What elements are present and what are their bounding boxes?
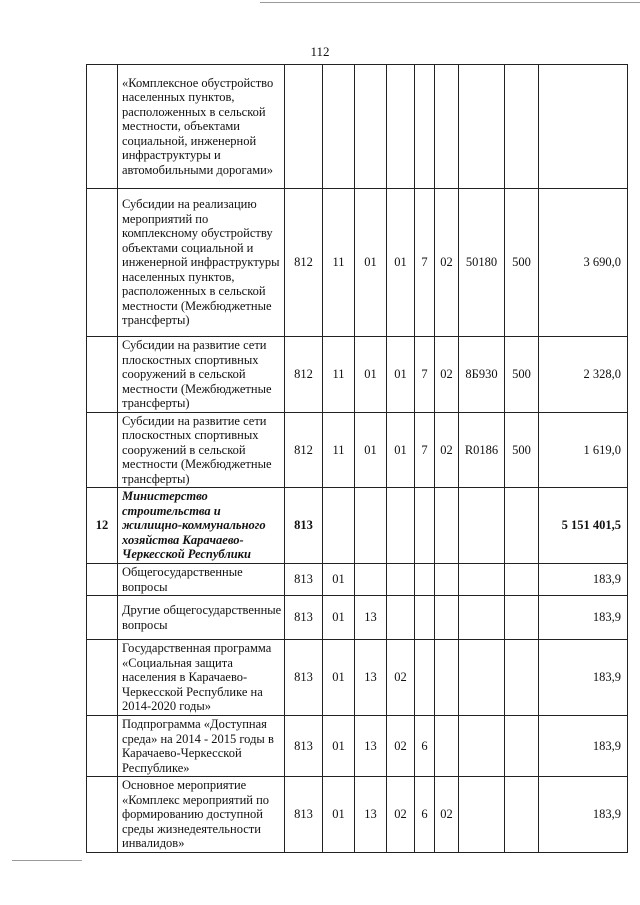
direction-code: 50180 <box>459 189 505 337</box>
row-number <box>87 412 118 488</box>
amount: 2 328,0 <box>539 337 628 413</box>
ministry-code: 813 <box>285 640 323 716</box>
subsection-code: 01 <box>355 337 387 413</box>
direction-code <box>459 640 505 716</box>
item-name: Общегосударственные вопросы <box>118 564 285 596</box>
page-number: 112 <box>310 44 330 59</box>
program-code: 01 <box>387 412 415 488</box>
expense-type-code <box>505 564 539 596</box>
program-code: 02 <box>387 716 415 777</box>
row-number <box>87 777 118 853</box>
expense-type-code <box>505 640 539 716</box>
ministry-code <box>285 65 323 189</box>
program-code: 02 <box>387 777 415 853</box>
budget-table <box>86 64 628 853</box>
table-row <box>87 777 628 853</box>
ministry-code: 813 <box>285 596 323 640</box>
subsection-code: 01 <box>355 412 387 488</box>
expense-type-code <box>505 596 539 640</box>
direction-code: 8Б930 <box>459 337 505 413</box>
item-name: Субсидии на развитие сети плоскостных спортивных сооружений в сельской местности (Межбюджетные трансферты) <box>118 337 285 413</box>
subsection-code <box>355 564 387 596</box>
subprogram-code <box>415 596 435 640</box>
subsection-code: 13 <box>355 640 387 716</box>
program-code: 01 <box>387 337 415 413</box>
subsection-code: 01 <box>355 189 387 337</box>
subprogram-code: 7 <box>415 189 435 337</box>
subsection-code: 13 <box>355 777 387 853</box>
subprogram-code: 7 <box>415 412 435 488</box>
item-name: Субсидии на реализацию мероприятий по комплексному обустройству объектами социальной и инженерной инфраструктуры населенных пунктов, расположенных в сельской местности (Межбюджетные трансферты) <box>118 189 285 337</box>
table-row <box>87 488 628 564</box>
ministry-code: 813 <box>285 564 323 596</box>
section-code <box>323 65 355 189</box>
direction-code: R0186 <box>459 412 505 488</box>
subprogram-code: 7 <box>415 337 435 413</box>
event-code: 02 <box>435 412 459 488</box>
section-code: 11 <box>323 337 355 413</box>
row-number <box>87 337 118 413</box>
item-name: Министерство строительства и жилищно-коммунального хозяйства Карачаево-Черкесской Республики <box>118 488 285 564</box>
direction-code <box>459 777 505 853</box>
row-number <box>87 640 118 716</box>
event-code <box>435 640 459 716</box>
amount <box>539 65 628 189</box>
amount: 183,9 <box>539 596 628 640</box>
expense-type-code: 500 <box>505 412 539 488</box>
expense-type-code <box>505 777 539 853</box>
item-name: Субсидии на развитие сети плоскостных спортивных сооружений в сельской местности (Межбюджетные трансферты) <box>118 412 285 488</box>
subprogram-code: 6 <box>415 716 435 777</box>
table-row <box>87 716 628 777</box>
program-code <box>387 488 415 564</box>
item-name: Государственная программа «Социальная защита населения в Карачаево-Черкесской Республике на 2014-2020 годы» <box>118 640 285 716</box>
event-code: 02 <box>435 337 459 413</box>
row-number <box>87 564 118 596</box>
subprogram-code <box>415 640 435 716</box>
subsection-code: 13 <box>355 596 387 640</box>
table-row <box>87 337 628 413</box>
section-code <box>323 488 355 564</box>
amount: 183,9 <box>539 777 628 853</box>
row-number <box>87 65 118 189</box>
item-name: Подпрограмма «Доступная среда» на 2014 - 2015 годы в Карачаево-Черкесской Республике» <box>118 716 285 777</box>
subsection-code: 13 <box>355 716 387 777</box>
expense-type-code: 500 <box>505 189 539 337</box>
program-code <box>387 564 415 596</box>
event-code: 02 <box>435 189 459 337</box>
amount: 183,9 <box>539 716 628 777</box>
expense-type-code <box>505 65 539 189</box>
amount: 3 690,0 <box>539 189 628 337</box>
event-code <box>435 596 459 640</box>
row-number <box>87 716 118 777</box>
amount: 183,9 <box>539 640 628 716</box>
table-row <box>87 640 628 716</box>
expense-type-code <box>505 488 539 564</box>
event-code <box>435 65 459 189</box>
subprogram-code: 6 <box>415 777 435 853</box>
program-code: 02 <box>387 640 415 716</box>
ministry-code: 813 <box>285 488 323 564</box>
table-row <box>87 564 628 596</box>
program-code <box>387 65 415 189</box>
row-number <box>87 596 118 640</box>
event-code <box>435 716 459 777</box>
subprogram-code <box>415 488 435 564</box>
direction-code <box>459 65 505 189</box>
table-row <box>87 65 628 189</box>
section-code: 11 <box>323 189 355 337</box>
event-code <box>435 564 459 596</box>
direction-code <box>459 564 505 596</box>
item-name: «Комплексное обустройство населенных пунктов, расположенных в сельской местности, объектами социальной, инженерной инфраструктуры и автомобильными дорогами» <box>118 65 285 189</box>
section-code: 01 <box>323 777 355 853</box>
direction-code <box>459 716 505 777</box>
program-code: 01 <box>387 189 415 337</box>
scan-artifact-line <box>260 2 640 3</box>
amount: 183,9 <box>539 564 628 596</box>
subprogram-code <box>415 65 435 189</box>
amount: 5 151 401,5 <box>539 488 628 564</box>
direction-code <box>459 596 505 640</box>
row-number: 12 <box>87 488 118 564</box>
subprogram-code <box>415 564 435 596</box>
table-row <box>87 189 628 337</box>
subsection-code <box>355 65 387 189</box>
section-code: 11 <box>323 412 355 488</box>
program-code <box>387 596 415 640</box>
ministry-code: 812 <box>285 189 323 337</box>
table-row <box>87 596 628 640</box>
section-code: 01 <box>323 596 355 640</box>
ministry-code: 812 <box>285 412 323 488</box>
section-code: 01 <box>323 640 355 716</box>
item-name: Другие общегосударственные вопросы <box>118 596 285 640</box>
table-row <box>87 412 628 488</box>
event-code: 02 <box>435 777 459 853</box>
amount: 1 619,0 <box>539 412 628 488</box>
expense-type-code <box>505 716 539 777</box>
expense-type-code: 500 <box>505 337 539 413</box>
direction-code <box>459 488 505 564</box>
row-number <box>87 189 118 337</box>
event-code <box>435 488 459 564</box>
section-code: 01 <box>323 716 355 777</box>
scan-artifact-line <box>12 860 82 861</box>
subsection-code <box>355 488 387 564</box>
item-name: Основное мероприятие «Комплекс мероприятий по формированию доступной среды жизнедеятельности инвалидов» <box>118 777 285 853</box>
ministry-code: 812 <box>285 337 323 413</box>
ministry-code: 813 <box>285 777 323 853</box>
ministry-code: 813 <box>285 716 323 777</box>
section-code: 01 <box>323 564 355 596</box>
